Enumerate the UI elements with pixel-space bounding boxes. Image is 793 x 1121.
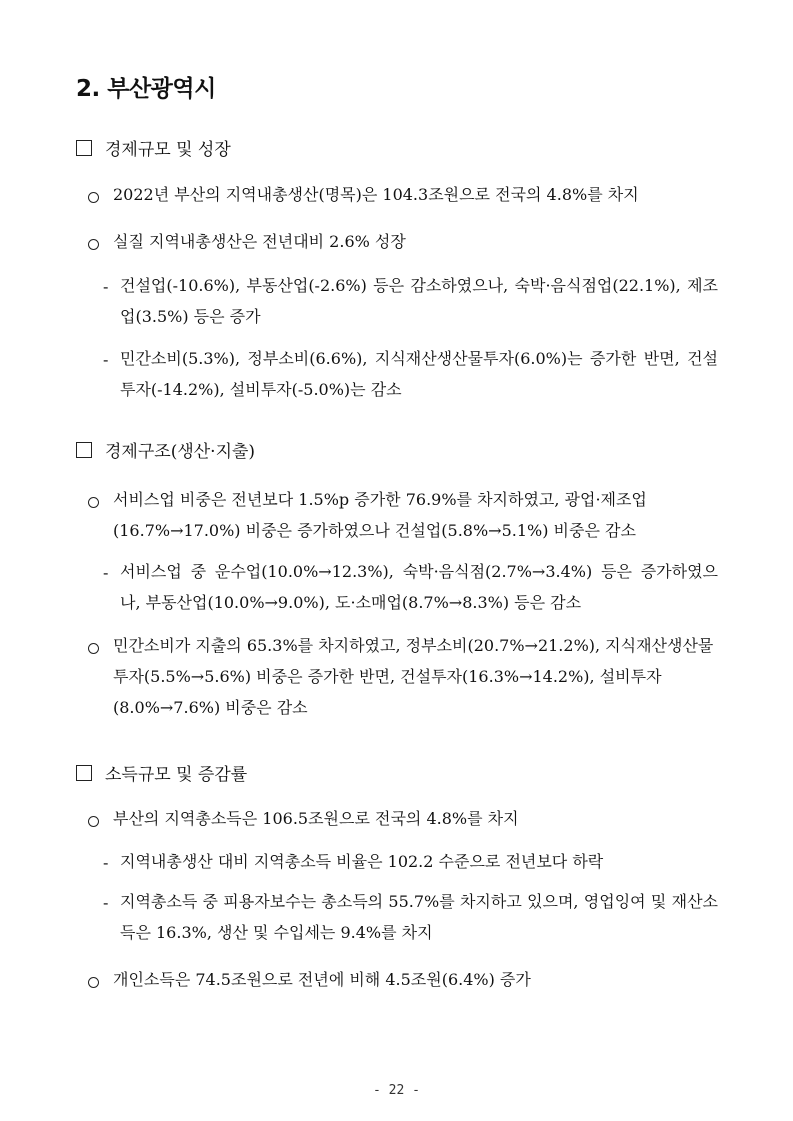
section-heading-text: 경제구조(생산·지출) — [105, 442, 256, 462]
circle-item — [88, 186, 718, 210]
circle-bullet-icon — [88, 192, 99, 203]
circle-item — [88, 491, 718, 546]
dash-item — [103, 563, 718, 618]
dash-item-text: 서비스업 중 운수업(10.0%→12.3%), 숙박·음식점(2.7%→3.4%) 등은 증가하였으나, 부동산업(10.0%→9.0%), 도·소매업(8.7%→8.3%) 등은 감소 — [120, 562, 718, 612]
dash-item-text: 지역내총생산 대비 지역총소득 비율은 102.2 수준으로 전년보다 하락 — [120, 852, 604, 871]
dash-item — [103, 893, 718, 948]
square-bullet-icon — [76, 140, 92, 156]
circle-item — [88, 637, 718, 723]
dash-bullet: - — [103, 563, 109, 582]
circle-item-text: 부산의 지역총소득은 106.5조원으로 전국의 4.8%를 차지 — [113, 809, 519, 828]
section-heading-text: 소득규모 및 증감률 — [105, 765, 248, 785]
dash-item-text: 민간소비(5.3%), 정부소비(6.6%), 지식재산생산물투자(6.0%)는 증가한 반면, 건설투자(-14.2%), 설비투자(-5.0%)는 감소 — [120, 349, 718, 399]
circle-bullet-icon — [88, 977, 99, 988]
dash-item — [103, 277, 718, 332]
circle-item-text: 서비스업 비중은 전년보다 1.5%p 증가한 76.9%를 차지하였고, 광업·제조업 (16.7%→17.0%) 비중은 증가하였으나 건설업(5.8%→5.1%) 비중은 감소 — [113, 490, 647, 540]
dash-bullet: - — [103, 853, 109, 872]
circle-item — [88, 971, 718, 995]
dash-bullet: - — [103, 277, 109, 296]
dash-item-text: 건설업(-10.6%), 부동산업(-2.6%) 등은 감소하였으나, 숙박·음식점업(22.1%), 제조업(3.5%) 등은 증가 — [120, 276, 718, 326]
section-heading — [76, 437, 255, 462]
circle-bullet-icon — [88, 643, 99, 654]
circle-item-text: 2022년 부산의 지역내총생산(명목)은 104.3조원으로 전국의 4.8%를 차지 — [113, 185, 639, 204]
dash-item — [103, 350, 718, 405]
section-heading — [76, 760, 247, 785]
circle-item — [88, 233, 718, 257]
dash-item — [103, 853, 718, 877]
circle-item-text: 개인소득은 74.5조원으로 전년에 비해 4.5조원(6.4%) 증가 — [113, 970, 531, 989]
square-bullet-icon — [76, 765, 92, 781]
dash-item-text: 지역총소득 중 피용자보수는 총소득의 55.7%를 차지하고 있으며, 영업잉여 및 재산소득은 16.3%, 생산 및 수입세는 9.4%를 차지 — [120, 892, 718, 942]
section-heading — [76, 135, 231, 160]
page-number: - 22 - — [373, 1083, 420, 1098]
circle-item-text: 민간소비가 지출의 65.3%를 차지하였고, 정부소비(20.7%→21.2%), 지식재산생산물투자(5.5%→5.6%) 비중은 증가한 반면, 건설투자(16.3%→14.2%), 설비투자(8.0%→7.6%) 비중은 감소 — [113, 636, 714, 717]
circle-bullet-icon — [88, 497, 99, 508]
circle-bullet-icon — [88, 239, 99, 250]
square-bullet-icon — [76, 442, 92, 458]
section-heading-text: 경제규모 및 성장 — [105, 140, 231, 160]
circle-bullet-icon — [88, 816, 99, 827]
circle-item — [88, 810, 718, 834]
dash-bullet: - — [103, 350, 109, 369]
circle-item-text: 실질 지역내총생산은 전년대비 2.6% 성장 — [113, 232, 406, 251]
page-title: 2. 부산광역시 — [76, 76, 216, 102]
dash-bullet: - — [103, 893, 109, 912]
